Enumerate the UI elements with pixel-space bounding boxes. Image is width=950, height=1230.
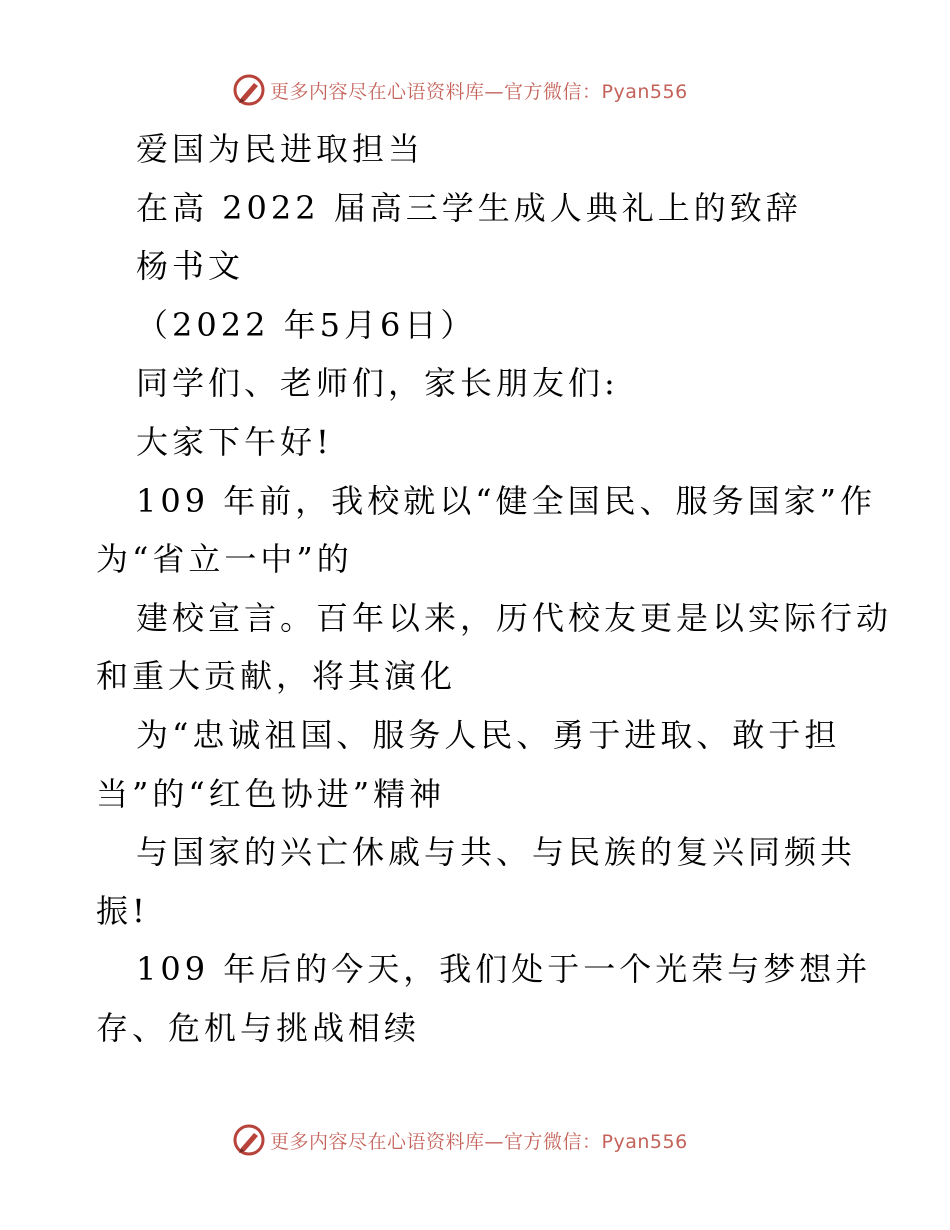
paragraph-line: 为“省立一中”的 [96, 540, 353, 579]
paragraph-line: 与国家的兴亡休戚与共、与民族的复兴同频共 [136, 833, 857, 872]
red-pen-logo-icon [232, 73, 266, 107]
document-salutation: 同学们、老师们，家长朋友们: [136, 364, 619, 403]
footer-banner-text: 更多内容尽在心语资料库—官方微信：Pyan556 [270, 1130, 688, 1153]
header-banner-text: 更多内容尽在心语资料库—官方微信：Pyan556 [270, 80, 688, 103]
header-banner [232, 70, 688, 110]
footer-banner [232, 1120, 688, 1160]
paragraph-line: 振! [96, 891, 149, 930]
document-subtitle: 在高 2022 届高三学生成人典礼上的致辞 [136, 188, 802, 227]
paragraph-line: 当”的“红色协进”精神 [96, 774, 446, 813]
paragraph-line: 建校宣言。百年以来，历代校友更是以实际行动 [136, 598, 893, 637]
paragraph-line: 存、危机与挑战相续 [96, 1008, 421, 1047]
red-pen-logo-icon [232, 1123, 266, 1157]
document-author: 杨书文 [136, 247, 245, 286]
paragraph-line: 为“忠诚祖国、服务人民、勇于进取、敢于担 [136, 715, 841, 754]
paragraph-line: 109 年前，我校就以“健全国民、服务国家”作 [136, 481, 876, 520]
document-title: 爱国为民进取担当 [136, 130, 425, 168]
document-date: （2022 年5月6日） [136, 305, 477, 344]
paragraph-line: 109 年后的今天，我们处于一个光荣与梦想并 [136, 950, 872, 989]
paragraph-line: 和重大贡献，将其演化 [96, 657, 457, 696]
document-body [96, 120, 893, 1058]
document-greeting: 大家下午好! [136, 422, 333, 461]
